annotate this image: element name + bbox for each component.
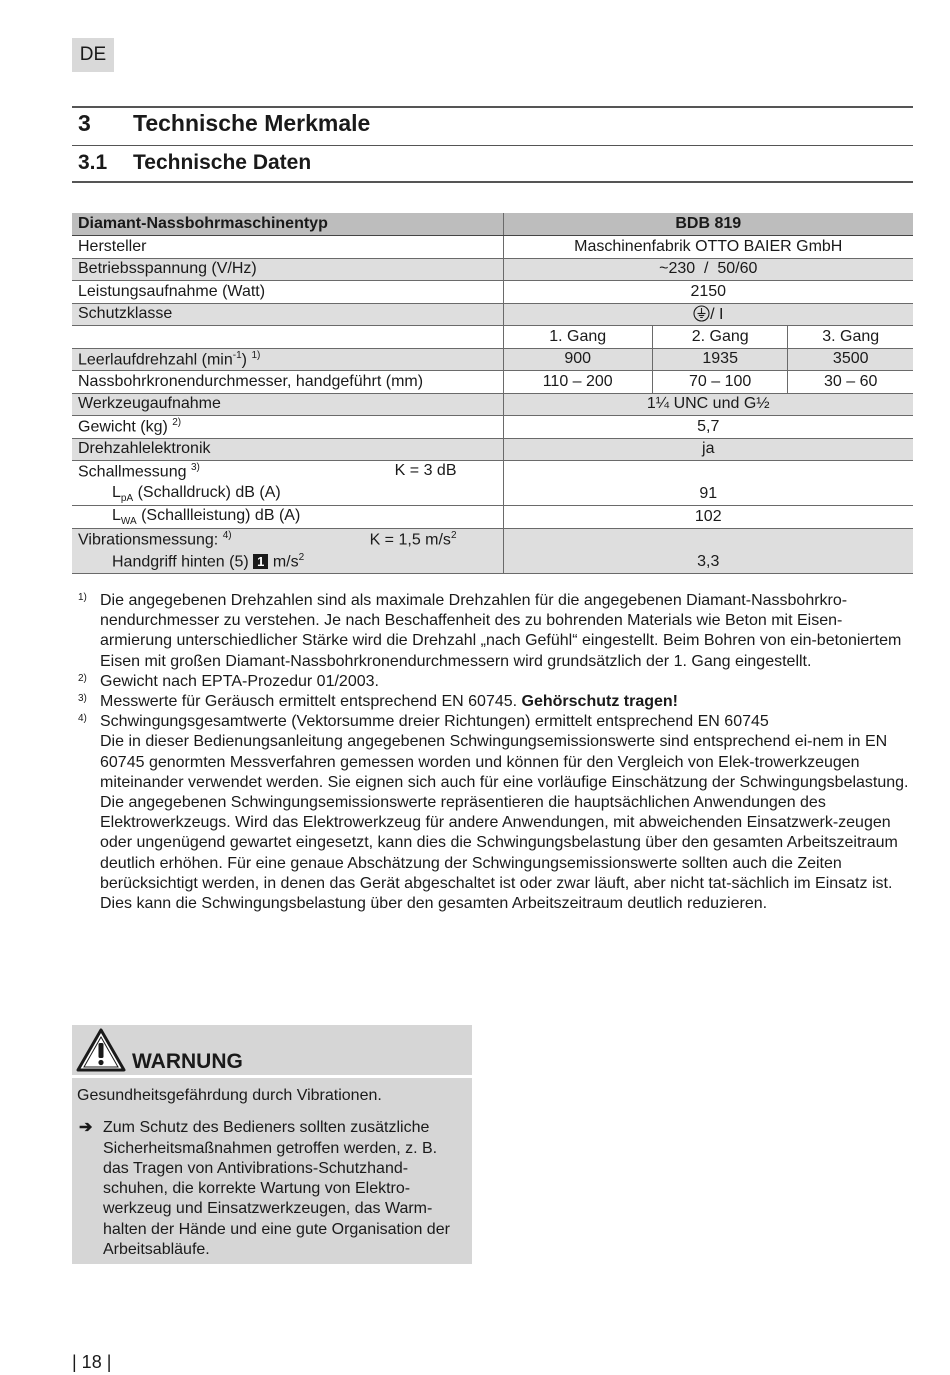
warning-title: WARNUNG [132,1050,243,1073]
voltage-label: Betriebsspannung (V/Hz) [72,258,503,281]
gear-3-header: 3. Gang [788,326,913,349]
lpa-label [72,483,503,506]
table-row [72,371,913,394]
diameter-gear-1: 110 – 200 [503,371,652,394]
footnote-text: Die angegebenen Drehzahlen sind als maximale Drehzahlen für die angegebenen Diamant-Nassbohrkro-nendurchmesser zu verstehen. Je nach Beschaffenheit des zu bohrenden Materials wie Beton mit Eisen-armierung unterschiedlicher Stärke wird die Drehzahl „nach Gefühl“ eingestellt. Beim Bohren von ein-betoniertem Eisen mit großen Diamant-Nassbohrkronendurchmessern wird grundsätzlich der 1. Gang eingestellt. [100,592,902,670]
vibration-k-sup: 2 [450,529,457,541]
chapter-number: 3 [78,110,91,136]
lwa-label [72,506,503,529]
vibration-empty [503,528,913,551]
sound-k-value: K = 3 dB [394,462,457,480]
chapter-title-text: Technische Merkmale [133,110,371,136]
table-row [72,438,913,461]
earth-symbol-icon [693,305,710,322]
type-label: Diamant-Nassbohrmaschinentyp [72,213,503,236]
sound-empty [503,461,913,484]
table-row [72,303,913,326]
section-top-rule [72,145,913,146]
handle-unit-sup: 2 [298,551,305,563]
weight-label [72,416,503,439]
spec-table [72,213,913,574]
footnote-mark: 4) [78,713,87,725]
handle-unit: m/s [272,553,299,571]
footnote-text: Messwerte für Geräusch ermittelt entsprechend EN 60745. [100,693,522,711]
table-row [72,258,913,281]
footnote-text: Gewicht nach EPTA-Prozedur 01/2003. [100,672,379,690]
idle-speed-text: Leerlaufdrehzahl (min [78,350,233,368]
manufacturer-label: Hersteller [72,236,503,259]
footnotes [78,591,914,914]
warning-box [72,1025,472,1264]
handle-label [72,551,503,574]
diameter-label: Nassbohrkronendurchmesser, handgeführt (mm) [72,371,503,394]
section-title-text: Technische Daten [133,151,312,174]
footnote-bold-text: Gehörschutz tragen! [521,693,678,711]
footnote-paragraph: Die in dieser Bedienungsanleitung angegebenen Schwingungsemissionswerte sind entsprechend ei-nem in EN 60745 genormten Messverfahren gemessen worden und können für den Vergleich von Elek-trowerkzeugen miteinander verwendet werden. Sie eignen sich auch für eine vorläufige Einschätzung der Schwingungsbelastung. [100,733,909,791]
footnote-ref: 3) [190,462,200,474]
footnote-ref: 1) [251,349,261,361]
table-row [72,506,913,529]
footnote-2 [78,672,914,692]
section-number: 3.1 [78,151,108,174]
protection-class-text: / I [710,305,724,323]
sound-text: Schallmessung [78,463,187,481]
idle-speed-unit-sup: -1 [232,349,242,361]
chapter-top-rule [72,106,913,108]
electronics-value: ja [503,438,913,461]
chapter-title [78,110,370,137]
vibration-label [72,528,503,551]
power-value: 2150 [503,281,913,304]
handle-value: 3,3 [503,551,913,574]
footnote-ref: 2) [172,417,182,429]
lwa-value: 102 [503,506,913,529]
footnote-ref: 4) [222,529,232,541]
section-bottom-rule [72,181,913,183]
table-row [72,393,913,416]
footnote-4 [78,712,914,914]
diameter-gear-3: 30 – 60 [788,371,913,394]
manufacturer-value: Maschinenfabrik OTTO BAIER GmbH [503,236,913,259]
vibration-k-value [370,530,457,549]
sound-label [72,461,503,484]
idle-speed-gear-3: 3500 [788,348,913,371]
idle-speed-gear-2: 1935 [652,348,788,371]
protection-label: Schutzklasse [72,303,503,326]
tool-holder-value: 1¼ UNC und G½ [503,393,913,416]
warning-header [72,1025,472,1075]
table-row [72,213,913,236]
idle-speed-gear-1: 900 [503,348,652,371]
table-row [72,551,913,574]
table-row [72,416,913,439]
lwa-l: L [112,506,121,524]
lpa-text: (Schalldruck) dB (A) [133,483,281,501]
footnote-mark: 1) [78,592,87,603]
warning-item-text: Zum Schutz des Bedieners sollten zusätzliche Sicherheitsmaßnahmen getroffen werden, z. B. das Tragen von Antivibrations-Schutzhand-schuhen, die korrekte Wartung von Elektro-werkzeug und Einsatzwerkzeugen, das Warm-halten der Hände und eine gute Organisation der Arbeitsabläufe. [103,1119,450,1259]
warning-triangle-icon [76,1028,126,1072]
footnote-1 [78,591,914,672]
table-row [72,461,913,484]
lwa-text: (Schallleistung) dB (A) [136,506,301,524]
gear-1-header: 1. Gang [503,326,652,349]
type-value: BDB 819 [503,213,913,236]
language-tag: DE [72,38,114,72]
section-title [78,151,311,175]
warning-body [72,1078,472,1264]
idle-speed-label: Leerlaufdrehzahl $(\min^{-1})$ $^{1)}$ [72,348,503,371]
handle-text: Handgriff hinten (5) [112,553,249,571]
warning-item [77,1118,466,1260]
lwa-sub: WA [120,515,137,527]
page-number: | 18 | [72,1352,112,1372]
warning-text: Gesundheitsgefährdung durch Vibrationen. [77,1087,382,1104]
table-row [72,326,913,349]
diameter-gear-2: 70 – 100 [652,371,788,394]
lpa-value: 91 [503,483,913,506]
table-row [72,236,913,259]
footnote-text: Schwingungsgesamtwerte (Vektorsumme dreier Richtungen) ermittelt entsprechend EN 60745 [100,713,769,731]
footnote-mark: 3) [78,693,87,705]
gear-2-header: 2. Gang [652,326,788,349]
table-row [72,528,913,551]
power-label: Leistungsaufnahme (Watt) [72,281,503,304]
voltage-value: ~230 / 50/60 [503,258,913,281]
table-row [72,483,913,506]
footnote-mark: 2) [78,672,87,684]
weight-text: Gewicht (kg) [78,418,168,436]
arrow-right-icon: ➔ [79,1119,93,1137]
tool-holder-label: Werkzeugaufnahme [72,393,503,416]
lpa-sub: pA [120,493,134,505]
vibration-k-text: K = 1,5 m/s [369,531,451,549]
lpa-l: L [112,483,121,501]
footnote-paragraph: Die angegebenen Schwingungsemissionswerte repräsentieren die hauptsächlichen Anwendungen des Elektrowerkzeugs. Wird das Elektrowerkzeug für andere Anwendungen, mit abweichenden Einsatzwerk-zeugen oder ungenügend gewartet eingesetzt, kann dies die Schwingungsbelastung über den gesamten Arbeitszeitraum deutlich erhöhen. Für eine genaue Abschätzung der Schwingungsemissionswerte sollten auch die Zeiten berücksichtigt werden, in denen das Gerät abgeschaltet ist oder zwar läuft, aber nicht tat-sächlich im Einsatz ist. Dies kann die Schwingungsbelastung über den gesamten Arbeitszeitraum deutlich reduzieren. [100,794,898,913]
electronics-label: Drehzahlelektronik [72,438,503,461]
gear-header-empty [72,326,503,349]
table-row [72,348,913,371]
protection-value [503,303,913,326]
vibration-text: Vibrationsmessung: [78,531,219,549]
table-row [72,281,913,304]
weight-value: 5,7 [503,416,913,439]
handle-number-box: 1 [253,554,268,569]
footnote-3 [78,692,914,712]
